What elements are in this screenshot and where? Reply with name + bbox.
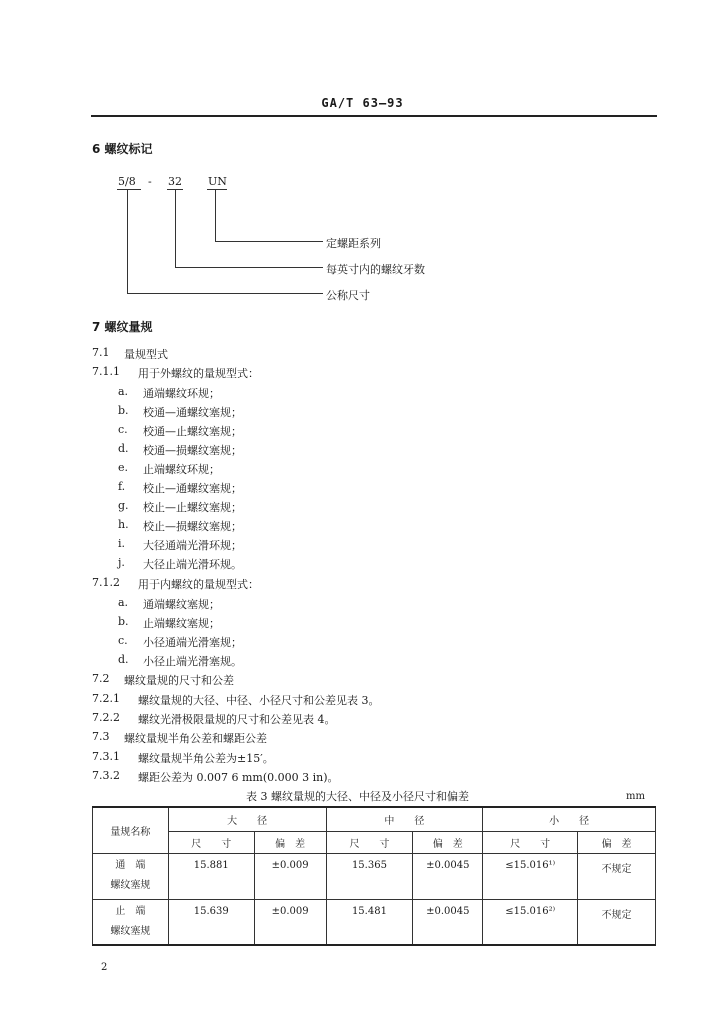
clause-text: 螺纹光滑极限量规的尺寸和公差见表 4。: [138, 713, 336, 726]
list-item-letter: h.: [118, 518, 129, 531]
underline-size: [117, 189, 141, 190]
list-item-letter: i.: [118, 537, 126, 550]
column-header-minor-diameter: 小 径: [483, 807, 656, 831]
subheader-deviation: 偏 差: [254, 831, 326, 853]
cell-pitch-deviation: ±0.0045: [413, 853, 483, 899]
cell-pitch-deviation: ±0.0045: [413, 899, 483, 945]
cell-pitch-size: 15.481: [326, 899, 413, 945]
subheader-deviation: 偏 差: [413, 831, 483, 853]
list-item-letter: c.: [118, 423, 128, 436]
leader-size-horizontal: [127, 293, 323, 294]
cell-major-deviation: ±0.009: [254, 853, 326, 899]
list-item-text: 校通—通螺纹塞规；: [143, 406, 242, 419]
clause-text: 用于内螺纹的量规型式：: [138, 578, 259, 591]
leader-series-vertical: [215, 190, 216, 241]
row-gauge-name: [93, 853, 169, 899]
clause-number: 7.2: [92, 672, 110, 685]
marking-series: UN: [208, 175, 227, 188]
leader-size-vertical: [127, 190, 128, 293]
table-caption: 表 3 螺纹量规的大径、中径及小径尺寸和偏差: [246, 790, 469, 803]
subheader-deviation: 偏 差: [578, 831, 656, 853]
marking-dash: -: [148, 175, 152, 188]
table-unit: mm: [626, 791, 645, 802]
callout-size: 公称尺寸: [326, 289, 370, 302]
list-item-text: 校止—损螺纹塞规；: [143, 520, 242, 533]
clause-text: 量规型式: [124, 348, 168, 361]
document-code: GA/T 63—93: [321, 96, 404, 110]
list-item-text: 小径止端光滑塞规。: [143, 655, 242, 668]
list-item-text: 通端螺纹塞规；: [143, 598, 220, 611]
list-item-letter: f.: [118, 480, 126, 493]
clause-number: 7.1: [92, 346, 110, 359]
clause-number: 7.2.2: [92, 711, 120, 724]
list-item-text: 通端螺纹环规；: [143, 387, 220, 400]
row-gauge-name: [93, 899, 169, 945]
list-item-text: 止端螺纹环规；: [143, 463, 220, 476]
list-item-letter: d.: [118, 653, 129, 666]
subheader-size: 尺 寸: [326, 831, 413, 853]
list-item-letter: c.: [118, 634, 128, 647]
header-rule: [91, 115, 657, 117]
page-number: 2: [101, 962, 108, 973]
row-name-line1: 通 端: [115, 860, 146, 871]
clause-text: 螺纹量规的尺寸和公差: [124, 674, 234, 687]
list-item-letter: a.: [118, 385, 129, 398]
list-item-text: 大径通端光滑环规；: [143, 539, 242, 552]
cell-minor-size: ≤15.016²⁾: [483, 899, 578, 945]
clause-number: 7.3: [92, 730, 110, 743]
subheader-size: 尺 寸: [483, 831, 578, 853]
list-item-text: 校通—损螺纹塞规；: [143, 444, 242, 457]
marking-size: 5/8: [118, 175, 136, 188]
list-item-letter: e.: [118, 461, 129, 474]
clause-number: 7.3.1: [92, 750, 120, 763]
clause-text: 螺纹量规的大径、中径、小径尺寸和公差见表 3。: [138, 694, 380, 707]
clause-number: 7.2.1: [92, 692, 120, 705]
list-item-letter: a.: [118, 596, 129, 609]
clause-text: 螺纹量规半角公差和螺距公差: [124, 732, 267, 745]
column-header-gauge-name: 量规名称: [93, 807, 169, 853]
column-header-pitch-diameter: 中 径: [326, 807, 483, 831]
row-name-line2: 螺纹塞规: [110, 925, 151, 937]
subheader-size: 尺 寸: [168, 831, 254, 853]
clause-text: 螺纹量规半角公差为±15′。: [138, 752, 274, 765]
list-item-letter: b.: [118, 404, 129, 417]
clause-text: 用于外螺纹的量规型式：: [138, 367, 259, 380]
leader-series-horizontal: [215, 241, 323, 242]
cell-major-deviation: ±0.009: [254, 899, 326, 945]
clause-text: 螺距公差为 0.007 6 mm(0.000 3 in)。: [138, 771, 339, 784]
list-item-letter: g.: [118, 499, 129, 512]
clause-number: 7.1.1: [92, 365, 120, 378]
cell-minor-size: ≤15.016¹⁾: [483, 853, 578, 899]
marking-tpi: 32: [168, 175, 182, 188]
table-3: [92, 806, 656, 946]
cell-pitch-size: 15.365: [326, 853, 413, 899]
row-name-line2: 螺纹塞规: [110, 880, 151, 891]
leader-tpi-vertical: [175, 190, 176, 267]
underline-series: [207, 189, 227, 190]
leader-tpi-horizontal: [175, 267, 323, 268]
list-item-text: 校止—通螺纹塞规；: [143, 482, 242, 495]
list-item-letter: d.: [118, 442, 129, 455]
list-item-letter: j.: [118, 556, 125, 569]
table-row: [93, 853, 656, 899]
cell-major-size: 15.639: [168, 899, 254, 945]
table-row: [93, 899, 656, 945]
list-item-text: 止端螺纹塞规；: [143, 617, 220, 630]
cell-major-size: 15.881: [168, 853, 254, 899]
callout-series: 定螺距系列: [326, 237, 381, 250]
section-7-heading: 7 螺纹量规: [92, 320, 153, 334]
clause-number: 7.1.2: [92, 576, 120, 589]
list-item-text: 大径止端光滑环规。: [143, 558, 242, 571]
row-name-line1: 止 端: [115, 905, 146, 917]
list-item-letter: b.: [118, 615, 129, 628]
column-header-major-diameter: 大 径: [168, 807, 326, 831]
cell-minor-deviation: 不规定: [578, 853, 656, 899]
list-item-text: 小径通端光滑塞规；: [143, 636, 242, 649]
list-item-text: 校通—止螺纹塞规；: [143, 425, 242, 438]
clause-number: 7.3.2: [92, 769, 120, 782]
section-6-heading: 6 螺纹标记: [92, 142, 153, 156]
cell-minor-deviation: 不规定: [578, 899, 656, 945]
callout-tpi: 每英寸内的螺纹牙数: [326, 263, 425, 276]
list-item-text: 校止—止螺纹塞规；: [143, 501, 242, 514]
